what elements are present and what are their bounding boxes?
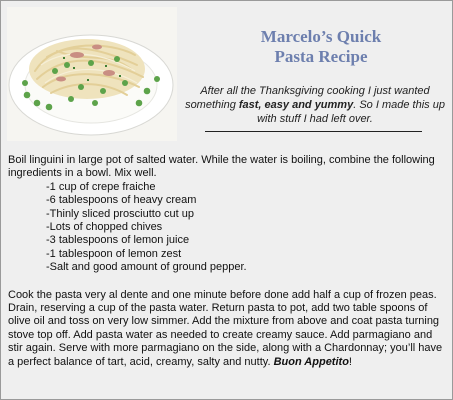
step-2: [8, 289, 448, 369]
ingredient-item: -1 cup of crepe fraiche: [46, 180, 156, 193]
signoff-end: !: [348, 355, 352, 368]
intro-emphasis: fast, easy and yummy: [238, 99, 354, 111]
ingredient-item: -Thinly sliced prosciutto cut up: [46, 207, 194, 220]
pasta-plate-image: [7, 7, 177, 141]
ingredient-item: -Salt and good amount of ground pepper.: [46, 261, 247, 274]
intro-part-1: After all the Thanksgiving cooking I just wanted something: [185, 85, 430, 111]
ingredient-list: [46, 181, 448, 275]
recipe-body: [8, 154, 448, 369]
pasta-photo: [7, 7, 177, 141]
title-line-1: Marcelo’s Quick: [260, 27, 382, 46]
signoff: Buon Appetito: [273, 355, 349, 368]
intro-text: [183, 84, 447, 126]
ingredient-item: -Lots of chopped chives: [46, 221, 163, 234]
recipe-title: [201, 27, 441, 67]
ingredient-item: -1 tablespoon of lemon zest: [46, 247, 182, 260]
title-line-2: Pasta Recipe: [274, 47, 368, 66]
step-1: Boil linguini in large pot of salted water. While the water is boiling, combine the following ingredients in a bowl. Mix well.: [8, 154, 435, 180]
intro-part-2: . So I made this up with stuff I had left over.: [257, 99, 445, 125]
divider: [205, 131, 422, 132]
ingredient-item: -6 tablespoons of heavy cream: [46, 194, 197, 207]
step-2-text: Cook the pasta very al dente and one minute before done add half a cup of frozen peas. Drain, reserving a cup of the pasta water. Return pasta to pot, add two table spoons of olive oil and toss on very low simmer. Add the mixture from above and coat pasta turning stove top off. Add pasta water as needed to create creamy sauce. Add parmagiano and stir again. Serve with more parmagiano on the side, along with a Chardonnay; you’ll have a perfect balance of tart, acid, creamy, salty and nutty.: [8, 288, 443, 368]
ingredient-item: -3 tablespoons of lemon juice: [46, 234, 190, 247]
